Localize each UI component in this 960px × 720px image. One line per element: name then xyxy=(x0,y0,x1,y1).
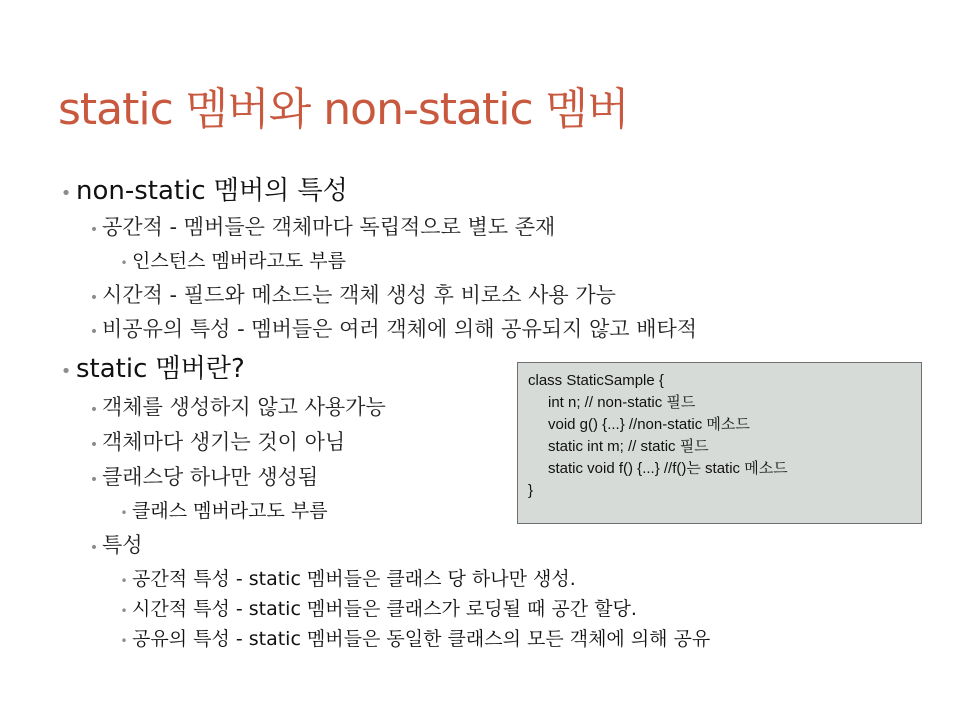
code-line-field-n: int n; // non-static 필드 xyxy=(548,394,696,411)
nonstatic-time-text: 시간적 - 필드와 메소드는 객체 생성 후 비로소 사용 가능 xyxy=(102,283,616,307)
bullet-icon: • xyxy=(89,402,99,418)
bullet-static-props-time xyxy=(116,595,637,625)
bullet-static-props-share xyxy=(116,625,710,655)
bullet-static-heading xyxy=(56,352,245,389)
bullet-static-props-space xyxy=(116,565,576,595)
bullet-icon: • xyxy=(60,183,72,204)
bullet-icon: • xyxy=(89,437,99,453)
bullet-icon: • xyxy=(89,540,99,556)
bullet-static-item1 xyxy=(86,392,386,425)
code-line-method-f: static void f() {...} //f()는 static 메소드 xyxy=(548,460,788,477)
bullet-icon: • xyxy=(120,604,128,618)
bullet-static-item3-sub xyxy=(116,497,328,527)
bullet-static-props xyxy=(86,530,143,563)
code-line-close: } xyxy=(528,482,534,499)
bullet-icon: • xyxy=(89,290,99,306)
bullet-nonstatic-time xyxy=(86,280,616,313)
code-sample-box xyxy=(517,362,922,524)
bullet-static-item3 xyxy=(86,462,318,495)
slide-title: static 멤버와 non-static 멤버 xyxy=(58,84,629,135)
code-line-method-g: void g() {...} //non-static 메소드 xyxy=(548,416,750,433)
bullet-nonstatic-space-sub xyxy=(116,247,346,277)
bullet-icon: • xyxy=(89,472,99,488)
bullet-icon: • xyxy=(120,574,128,588)
nonstatic-space-text: 공간적 - 멤버들은 객체마다 독립적으로 별도 존재 xyxy=(102,215,556,239)
bullet-nonstatic-heading xyxy=(56,174,348,211)
bullet-icon: • xyxy=(120,506,128,520)
code-line-class: class StaticSample { xyxy=(528,372,664,389)
nonstatic-heading: non-static 멤버의 특성 xyxy=(76,176,348,206)
static-props-share-text: 공유의 특성 - static 멤버들은 동일한 클래스의 모든 객체에 의해 공유 xyxy=(132,628,711,650)
static-item1-text: 객체를 생성하지 않고 사용가능 xyxy=(102,395,386,419)
static-heading: static 멤버란? xyxy=(76,354,245,384)
static-props-space-text: 공간적 특성 - static 멤버들은 클래스 당 하나만 생성. xyxy=(132,568,576,590)
bullet-nonstatic-share xyxy=(86,314,697,347)
bullet-icon: • xyxy=(60,361,72,382)
nonstatic-share-text: 비공유의 특성 - 멤버들은 여러 객체에 의해 공유되지 않고 배타적 xyxy=(102,317,698,341)
static-props-text: 특성 xyxy=(102,533,143,557)
static-item3-sub-text: 클래스 멤버라고도 부름 xyxy=(132,500,328,522)
bullet-icon: • xyxy=(89,324,99,340)
bullet-nonstatic-space xyxy=(86,212,555,245)
static-item2-text: 객체마다 생기는 것이 아님 xyxy=(102,430,346,454)
bullet-icon: • xyxy=(89,222,99,238)
bullet-icon: • xyxy=(120,256,128,270)
static-item3-text: 클래스당 하나만 생성됨 xyxy=(102,465,319,489)
static-props-time-text: 시간적 특성 - static 멤버들은 클래스가 로딩될 때 공간 할당. xyxy=(132,598,637,620)
bullet-static-item2 xyxy=(86,427,345,460)
bullet-icon: • xyxy=(120,634,128,648)
code-line-field-m: static int m; // static 필드 xyxy=(548,438,709,455)
nonstatic-space-sub-text: 인스턴스 멤버라고도 부름 xyxy=(132,250,346,272)
